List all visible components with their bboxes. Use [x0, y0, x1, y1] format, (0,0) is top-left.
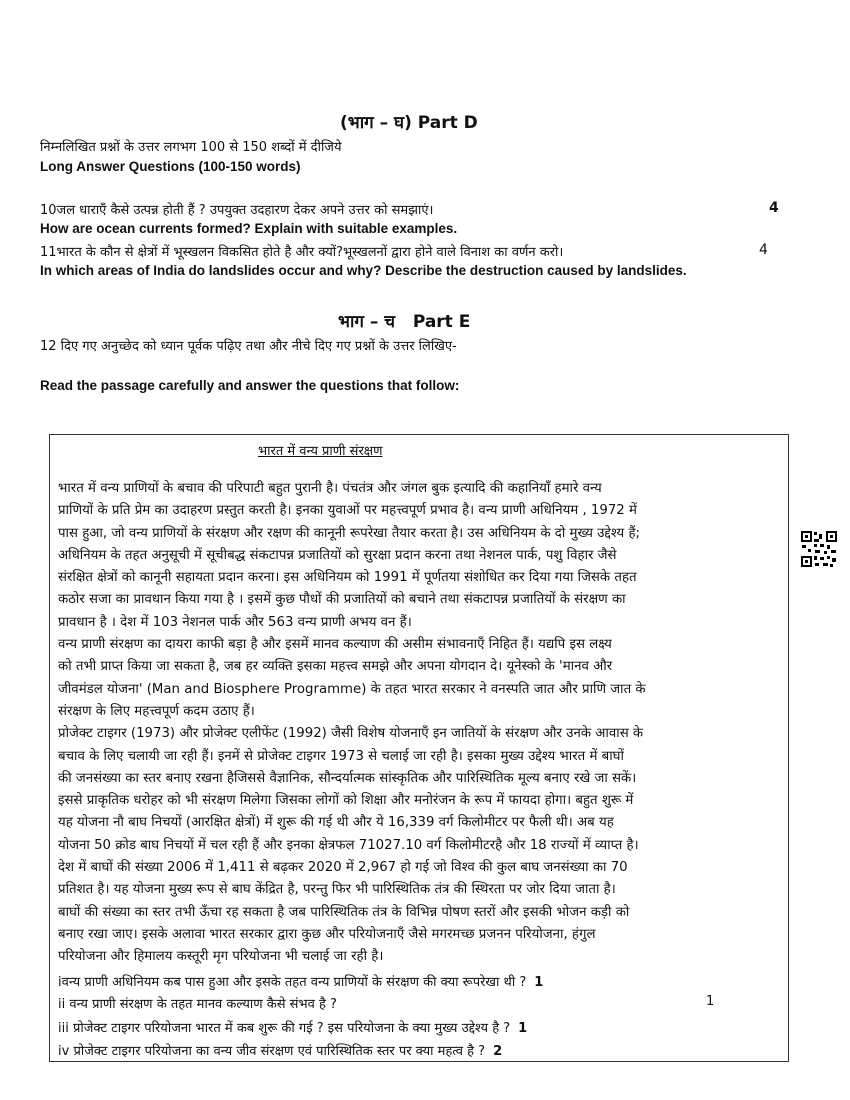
sub-question-iv-marks: 2 — [493, 1044, 503, 1059]
sub-question-ii-marks: 1 — [706, 994, 715, 1009]
sub-question-iii-marks: 1 — [518, 1021, 528, 1036]
part-e-heading-hi: भाग – च — [338, 312, 396, 332]
part-e-instruction-hi: 12 दिए गए अनुच्छेद को ध्यान पूर्वक पढ़िए तथा और नीचे दिए गए प्रश्नों के उत्तर लिखिए- — [40, 339, 457, 354]
passage-line: परियोजना और हिमालय कस्तूरी मृग परियोजना भी चलाई जा रही है। — [58, 949, 384, 965]
sub-question-i — [58, 972, 543, 990]
question-10-marks: 4 — [769, 200, 779, 216]
passage-line: संरक्षण के लिए महत्त्वपूर्ण कदम उठाए हैं। — [58, 703, 255, 719]
question-11-marks: 4 — [759, 242, 768, 258]
question-11-en: In which areas of India do landslides occur and why? Describe the destruction caused by landslides. — [40, 263, 687, 278]
passage-line: अधिनियम के तहत अनुसूची में सूचीबद्ध संकटापन्न प्रजातियों को सुरक्षा प्रदान करना तथा नेशनल पार्क, पशु विहार जैसे — [58, 547, 617, 563]
sub-question-iv — [58, 1041, 502, 1059]
part-d-instruction-en: Long Answer Questions (100-150 words) — [40, 159, 301, 174]
passage-line: कठोर सजा का प्रावधान किया गया है । इसमें कुछ पौधों की प्रजातियों को बचाने तथा संकटापन्न प्रजातियों के संरक्षण का — [58, 592, 626, 608]
sub-question-ii-text: ii वन्य प्राणी संरक्षण के तहत मानव कल्याण कैसे संभव है ? — [58, 997, 337, 1012]
passage-line: प्रतिशत है। यह योजना मुख्य रूप से बाघ केंद्रित है, परन्तु फिर भी पारिस्थितिक तंत्र की स्थिरता पर जोर दिया जाता है। — [58, 882, 616, 898]
qr-code-icon — [800, 530, 838, 568]
question-10-en: How are ocean currents formed? Explain with suitable examples. — [40, 221, 458, 236]
passage-line: संरक्षित क्षेत्रों को कानूनी सहायता प्रदान करना। इस अधिनियम को 1991 में पूर्णतया संशोधित कर दिया गया जिसके तहत — [58, 570, 637, 586]
sub-question-i-marks: 1 — [534, 975, 544, 990]
part-e-heading — [338, 309, 470, 332]
passage-line: बचाव के लिए चलायी जा रही हैं। इनमें से प्रोजेक्ट टाइगर 1973 से चलाई जा रही है। इसका मुख्य उद्देश्य भारत में बाघों — [58, 748, 624, 764]
passage-line: प्राणियों के प्रति प्रेम का उदाहरण प्रस्तुत करती है। इनका युवाओं पर महत्त्वपूर्ण प्रभाव है। वन्य प्राणी अधिनियम , 1972 में — [58, 503, 637, 519]
passage-line: को तभी प्राप्त किया जा सकता है, जब हर व्यक्ति इसका महत्त्व समझे और अपना योगदान दे। यूनेस्को के 'मानव और — [58, 659, 613, 675]
passage-line: देश में बाघों की संख्या 2006 में 1,411 से बढ़कर 2020 में 2,967 हो गई जो विश्व की कुल बाघ जनसंख्या का 70 — [58, 860, 628, 876]
sub-question-ii — [58, 994, 337, 1012]
part-e-instruction-en: Read the passage carefully and answer the questions that follow: — [40, 378, 460, 393]
sub-question-iii — [58, 1018, 527, 1036]
part-d-heading: (भाग – घ) Part D — [340, 113, 478, 133]
passage-line: की जनसंख्या का स्तर बनाए रखना हैजिससे वैज्ञानिक, सौन्दर्यात्मक सांस्कृतिक और पारिस्थितिक मूल्य बनाए रखे जा सकें। — [58, 770, 637, 786]
part-d-instruction-hi: निम्नलिखित प्रश्नों के उत्तर लगभग 100 से 150 शब्दों में दीजिये — [40, 140, 342, 155]
passage-text — [58, 478, 786, 969]
part-e-heading-en: Part E — [412, 312, 471, 332]
passage-line: बनाए रखा जाए। इसके अलावा भारत सरकार द्वारा कुछ और परियोजनाएँ जैसे मगरमच्छ प्रजनन परियोजना, हंगुल — [58, 926, 596, 942]
passage-line: प्रावधान है । देश में 103 नेशनल पार्क और 563 वन्य प्राणी अभय वन हैं। — [58, 614, 412, 630]
question-11-hi: 11भारत के कौन से क्षेत्रों में भूस्खलन विकसित होते है और क्यों?भूस्खलनों द्वारा होने वाले विनाश का वर्णन करो। — [40, 245, 564, 260]
passage-line: इससे प्राकृतिक धरोहर को भी संरक्षण मिलेगा जिसका लोगों को शिक्षा और मनोरंजन के रूप में फायदा होगा। बहुत शुरू में — [58, 793, 634, 809]
passage-title: भारत में वन्य प्राणी संरक्षण — [258, 444, 383, 459]
passage-line: पास हुआ, जो वन्य प्राणियों के संरक्षण और रक्षण की कानूनी रूपरेखा तैयार करता है। उस अधिनियम के दो मुख्य उद्देश्य हैं; — [58, 525, 641, 541]
passage-line: जीवमंडल योजना' (Man and Biosphere Programme) के तहत भारत सरकार ने वनस्पति जात और प्राणि जात के — [58, 681, 646, 697]
sub-question-i-text: iवन्य प्राणी अधिनियम कब पास हुआ और इसके तहत वन्य प्राणियों के संरक्षण की क्या रूपरेखा थी ? — [58, 975, 527, 990]
sub-question-iv-text: iv प्रोजेक्ट टाइगर परियोजना का वन्य जीव संरक्षण एवं पारिस्थितिक स्तर पर क्या महत्व है ? — [58, 1044, 486, 1059]
passage-line: वन्य प्राणी संरक्षण का दायरा काफी बड़ा है और इसमें मानव कल्याण की असीम संभावनाएँ निहित हैं। यद्यपि इस लक्ष्य — [58, 637, 612, 653]
question-10-hi: 10जल धाराएँ कैसे उत्पन्न होती हैं ? उपयुक्त उदहारण देकर अपने उत्तर को समझाएं। — [40, 203, 434, 218]
passage-line: भारत में वन्य प्राणियों के बचाव की परिपाटी बहुत पुरानी है। पंचतंत्र और जंगल बुक इत्यादि की कहानियाँ हमारे वन्य — [58, 481, 602, 496]
sub-question-iii-text: iii प्रोजेक्ट टाइगर परियोजना भारत में कब शुरू की गई ? इस परियोजना के क्या मुख्य उद्देश्य है ? — [58, 1021, 511, 1036]
passage-line: बाघों की संख्या का स्तर तभी ऊँचा रह सकता है जब पारिस्थितिक तंत्र के विभिन्न पोषण स्तरों और इसकी भोजन कड़ी को — [58, 904, 630, 920]
passage-line: योजना 50 क्रोड बाघ निचयों में चल रही हैं और इनका क्षेत्रफल 71027.10 वर्ग किलोमीटरहै और 18 राज्यों में व्याप्त है। — [58, 837, 639, 853]
passage-line: यह योजना नौ बाघ निचयों (आरक्षित क्षेत्रों) में शुरू की गई थी और ये 16,339 वर्ग किलोमीटर पर फैली थी। अब यह — [58, 815, 614, 831]
passage-line: प्रोजेक्ट टाइगर (1973) और प्रोजेक्ट एलीफेंट (1992) जैसी विशेष योजनाएँ इन जातियों के संरक्षण और उनके आवास के — [58, 726, 644, 742]
